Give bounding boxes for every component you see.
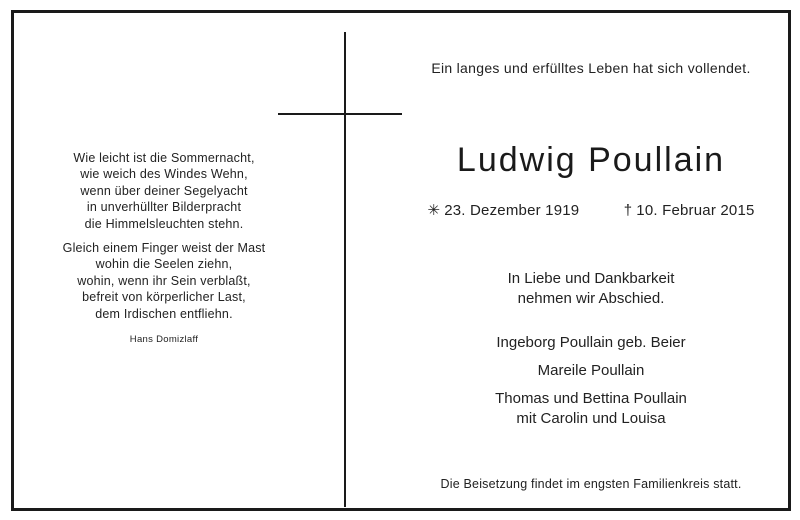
- poem-line: wohin, wenn ihr Sein verblaßt,: [77, 273, 251, 288]
- poem-stanza-1: [14, 150, 314, 232]
- poem-line: dem Irdischen entfliehn.: [95, 306, 233, 321]
- death-date-group: [624, 202, 755, 219]
- family-member: [394, 361, 788, 381]
- poem-line: wie weich des Windes Wehn,: [80, 167, 248, 182]
- birth-star-icon: ✳: [427, 202, 441, 219]
- poem-line: Wie leicht ist die Sommernacht,: [73, 151, 255, 165]
- birth-date-group: [427, 201, 579, 219]
- family-member-name: Ingeborg Poullain geb. Beier: [496, 334, 686, 351]
- obituary-card: [11, 10, 791, 511]
- death-cross-icon: †: [623, 202, 633, 219]
- farewell-line: nehmen wir Abschied.: [517, 290, 665, 307]
- funeral-note: Die Beisetzung findet im engsten Familienkreis statt.: [440, 477, 742, 491]
- poem-line: befreit von körperlicher Last,: [82, 290, 246, 305]
- farewell-line: In Liebe und Dankbarkeit: [507, 270, 675, 287]
- family-member-name: mit Carolin und Louisa: [516, 410, 666, 427]
- poem-line: die Himmelsleuchten stehn.: [84, 216, 244, 231]
- death-date: 10. Februar 2015: [636, 202, 755, 219]
- poem: [14, 150, 314, 348]
- poem-line: wenn über deiner Segelyacht: [80, 183, 248, 198]
- poem-author: Hans Domizlaff: [129, 334, 199, 346]
- poem-line: in unverhüllter Bilderpracht: [86, 200, 242, 215]
- poem-line: wohin die Seelen ziehn,: [95, 257, 233, 272]
- family-member-name: Mareile Poullain: [537, 362, 645, 379]
- farewell-message: [394, 269, 788, 309]
- headline: Ein langes und erfülltes Leben hat sich vollendet.: [431, 60, 751, 76]
- cross-vertical-bar: [344, 32, 346, 507]
- family-member-name: Thomas und Bettina Poullain: [495, 390, 687, 407]
- birth-date: 23. Dezember 1919: [444, 202, 580, 219]
- cross-horizontal-bar: [278, 113, 402, 115]
- family-list: [394, 333, 788, 429]
- family-member: [394, 333, 788, 353]
- poem-stanza-2: [14, 240, 314, 322]
- deceased-name: Ludwig Poullain: [456, 141, 726, 179]
- family-member: [394, 389, 788, 429]
- poem-line: Gleich einem Finger weist der Mast: [62, 241, 266, 256]
- life-dates: [394, 201, 788, 219]
